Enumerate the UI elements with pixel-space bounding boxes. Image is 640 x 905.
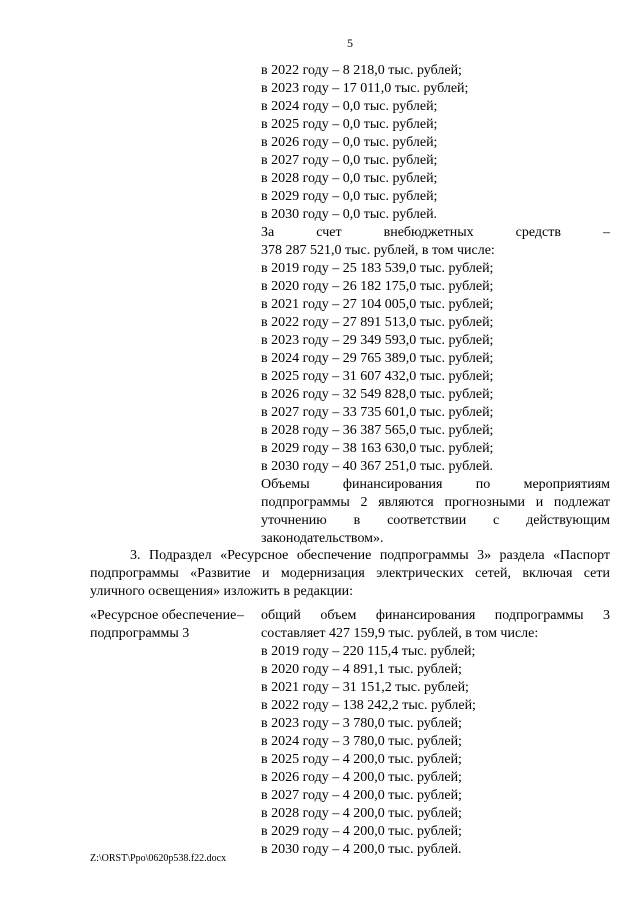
year-line: в 2023 году – 17 011,0 тыс. рублей;	[261, 81, 469, 96]
year-line: в 2019 году – 25 183 539,0 тыс. рублей;	[261, 261, 494, 276]
year-line: в 2026 году – 4 200,0 тыс. рублей;	[261, 770, 462, 785]
section-3-line: уличного освещения» изложить в редакции:	[90, 584, 353, 599]
year-line: в 2025 году – 0,0 тыс. рублей;	[261, 117, 438, 132]
year-line: в 2020 году – 4 891,1 тыс. рублей;	[261, 662, 462, 677]
year-line: в 2026 году – 0,0 тыс. рублей;	[261, 135, 438, 150]
year-line: в 2027 году – 0,0 тыс. рублей;	[261, 153, 438, 168]
page-number: 5	[347, 36, 353, 50]
subprogram-3-funding-column	[261, 607, 610, 859]
year-line: в 2025 году – 31 607 432,0 тыс. рублей;	[261, 369, 494, 384]
extrabudget-total: 378 287 521,0 тыс. рублей, в том числе:	[261, 243, 495, 258]
year-line: в 2030 году – 0,0 тыс. рублей.	[261, 207, 438, 222]
year-line: в 2030 году – 4 200,0 тыс. рублей.	[261, 842, 462, 857]
year-line: в 2028 году – 4 200,0 тыс. рублей;	[261, 806, 462, 821]
year-line: в 2023 году – 3 780,0 тыс. рублей;	[261, 716, 462, 731]
year-line: в 2027 году – 33 735 601,0 тыс. рублей;	[261, 405, 494, 420]
year-line: в 2019 году – 220 115,4 тыс. рублей;	[261, 644, 476, 659]
year-line: в 2029 году – 0,0 тыс. рублей;	[261, 189, 438, 204]
year-line: в 2027 году – 4 200,0 тыс. рублей;	[261, 788, 462, 803]
year-line: в 2025 году – 4 200,0 тыс. рублей;	[261, 752, 462, 767]
note-line: законодательством».	[261, 531, 384, 546]
resource-label: «Ресурсное обеспечение подпрограммы 3	[90, 608, 237, 641]
year-line: в 2026 году – 32 549 828,0 тыс. рублей;	[261, 387, 494, 402]
extrabudget-intro: За счет внебюджетных средств –	[261, 225, 610, 240]
sub3-total: составляет 427 159,9 тыс. рублей, в том числе:	[261, 626, 539, 641]
label-dash: –	[237, 608, 244, 623]
note-line: уточнению в соответствии с действующим	[261, 513, 610, 528]
sub3-intro: общий объем финансирования подпрограммы 3	[261, 608, 610, 623]
section-3-line: подпрограммы «Развитие и модернизация электрических сетей, включая сети	[90, 566, 610, 581]
year-line: в 2021 году – 27 104 005,0 тыс. рублей;	[261, 297, 494, 312]
year-line: в 2030 году – 40 367 251,0 тыс. рублей.	[261, 459, 494, 474]
year-line: в 2024 году – 0,0 тыс. рублей;	[261, 99, 438, 114]
year-line: в 2023 году – 29 349 593,0 тыс. рублей;	[261, 333, 494, 348]
year-line: в 2024 году – 3 780,0 тыс. рублей;	[261, 734, 462, 749]
year-line: в 2024 году – 29 765 389,0 тыс. рублей;	[261, 351, 494, 366]
section-3-line: 3. Подраздел «Ресурсное обеспечение подпрограммы 3» раздела «Паспорт	[130, 548, 610, 563]
subprogram-2-funding-column	[261, 62, 610, 548]
year-line: в 2028 году – 36 387 565,0 тыс. рублей;	[261, 423, 494, 438]
year-line: в 2029 году – 4 200,0 тыс. рублей;	[261, 824, 462, 839]
note-line: Объемы финансирования по мероприятиям	[261, 477, 610, 492]
year-line: в 2020 году – 26 182 175,0 тыс. рублей;	[261, 279, 494, 294]
year-line: в 2021 году – 31 151,2 тыс. рублей;	[261, 680, 469, 695]
year-line: в 2022 году – 27 891 513,0 тыс. рублей;	[261, 315, 494, 330]
year-line: в 2028 году – 0,0 тыс. рублей;	[261, 171, 438, 186]
note-line: подпрограммы 2 являются прогнозными и подлежат	[261, 495, 610, 510]
year-line: в 2022 году – 8 218,0 тыс. рублей;	[261, 63, 462, 78]
year-line: в 2029 году – 38 163 630,0 тыс. рублей;	[261, 441, 494, 456]
year-line: в 2022 году – 138 242,2 тыс. рублей;	[261, 698, 476, 713]
file-path-footer: Z:\ORST\Ppo\0620p538.f22.docx	[90, 853, 227, 864]
section-3-paragraph	[90, 547, 610, 601]
